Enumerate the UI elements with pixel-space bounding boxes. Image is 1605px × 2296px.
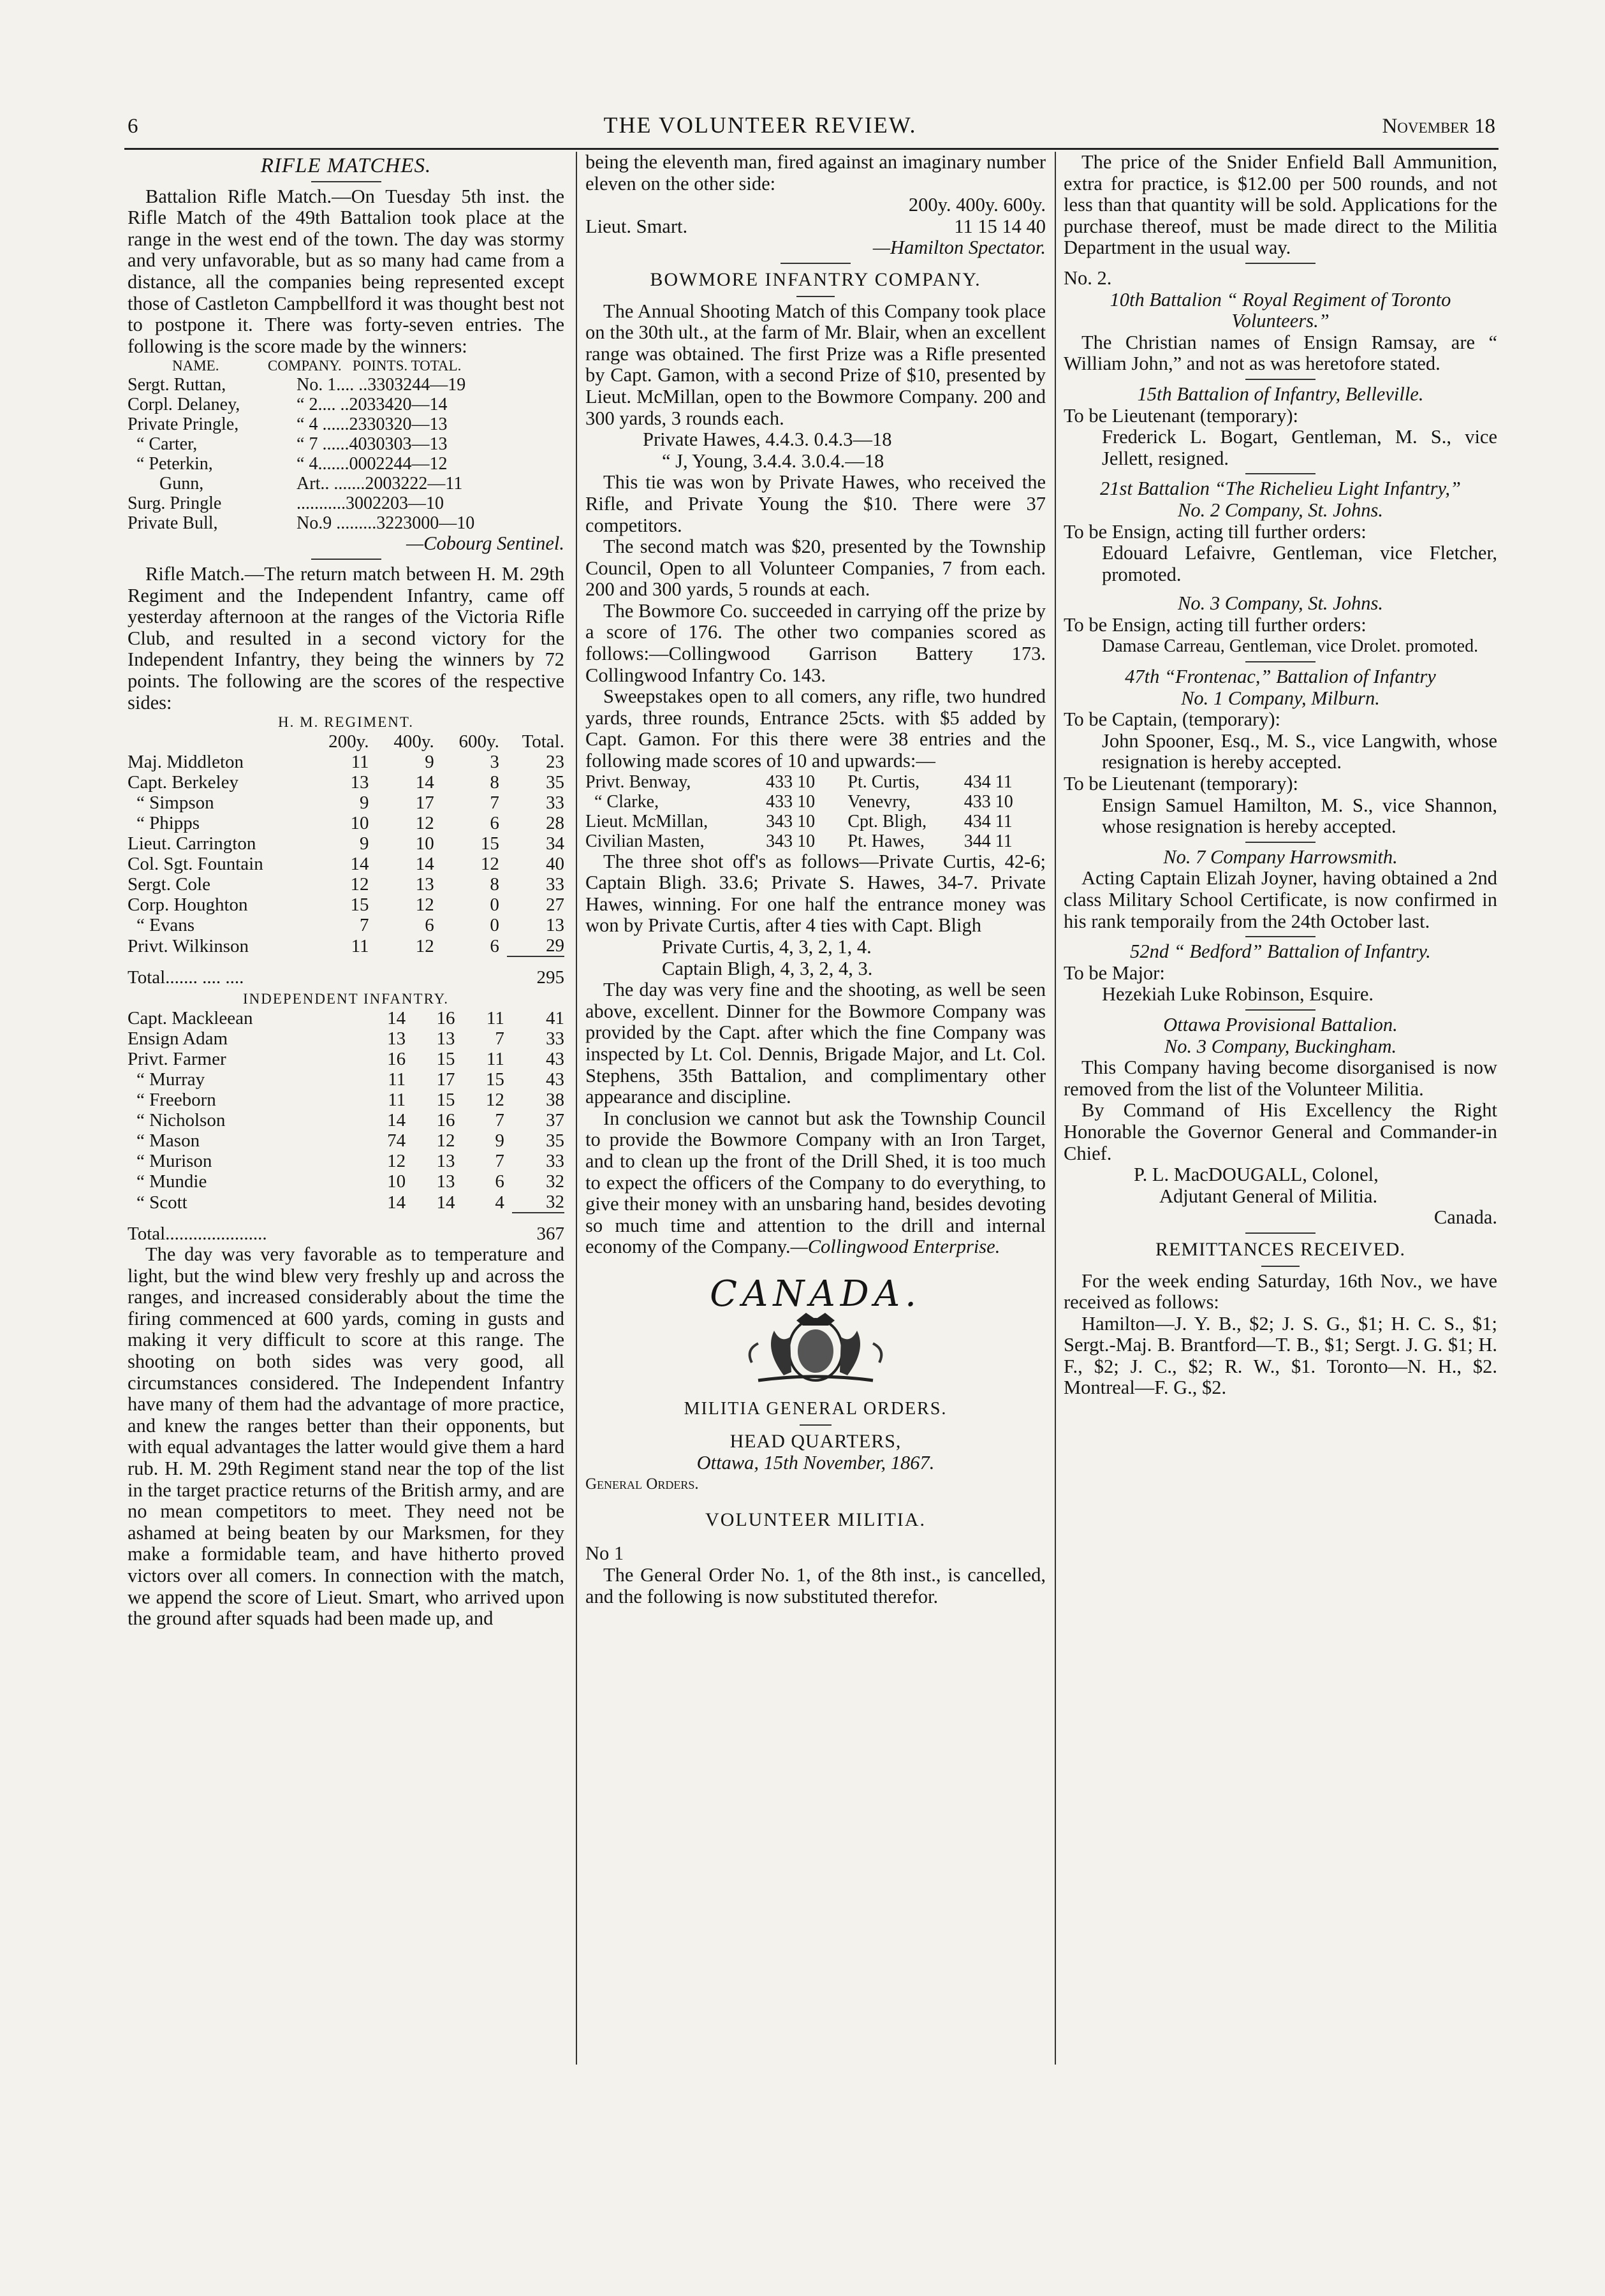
volunteer-militia-heading: VOLUNTEER MILITIA. xyxy=(705,1509,926,1530)
hm-score-cell: 9 xyxy=(425,752,434,773)
bowmore-paragraph-6: The three shot off's as follows—Private Curtis, 42-6; Captain Bligh. 33.6; Private S. Hawes, 34-7. Private Hawes, winning. For one half the entrance money was won by Private Curtis, after 4 ties with Capt. Bligh xyxy=(585,850,1046,937)
table-row xyxy=(128,935,564,956)
bowmore-paragraph-5: Sweepstakes open to all comers, any rifle, two hundred yards, three rounds, Entrance 25cts. with $5 added by Capt. Gamon. For this there were 38 entries and the following made scores of 10 and upwards:— xyxy=(585,685,1046,772)
ind-score-cell: 38 xyxy=(546,1090,564,1111)
ind-score-cell: “ Mundie xyxy=(136,1171,207,1192)
hm-score-cell: 35 xyxy=(546,772,564,793)
battalion-21-line-2: Edouard Lefaivre, Gentleman, vice Fletcher, promoted. xyxy=(1102,542,1497,585)
ind-score-cell: “ Mason xyxy=(136,1130,200,1152)
page-date: November 18 xyxy=(1382,115,1495,138)
militia-orders-heading: MILITIA GENERAL ORDERS. xyxy=(684,1398,948,1419)
ind-score-cell: 14 xyxy=(387,1008,406,1029)
table-row xyxy=(128,915,564,935)
table-row xyxy=(128,895,564,915)
table-row xyxy=(585,792,1046,812)
battalion-21-sub: No. 2 Company, St. Johns. xyxy=(1178,499,1383,521)
ind-score-cell: 74 xyxy=(387,1130,406,1152)
ind-score-cell: 16 xyxy=(387,1049,406,1070)
ind-score-cell: Capt. Mackleean xyxy=(128,1008,253,1029)
ind-score-cell: 43 xyxy=(546,1069,564,1090)
hm-score-cell: 6 xyxy=(490,936,499,957)
ind-score-cell: 11 xyxy=(486,1049,504,1070)
hm-score-cell: 7 xyxy=(360,915,369,936)
ind-score-cell: “ Freeborn xyxy=(136,1090,216,1111)
tie-line-2: “ J, Young, 3.4.4. 3.0.4.—18 xyxy=(662,450,884,472)
table-row xyxy=(585,812,1046,831)
ottawa-text: This Company having become disorganised is now removed from the list of the Volunteer Militia. xyxy=(1064,1057,1497,1100)
table-row xyxy=(128,752,564,772)
ind-score-cell: 15 xyxy=(436,1049,455,1070)
ind-score-cell: 15 xyxy=(436,1090,455,1111)
sweepstakes-cell: Cpt. Bligh, xyxy=(847,811,927,831)
hm-score-cell: 12 xyxy=(415,936,434,957)
hm-score-cell: 0 xyxy=(490,895,499,916)
sweepstakes-cell: 433 10 xyxy=(964,791,1013,812)
page-number: 6 xyxy=(128,115,138,138)
hm-score-cell: 14 xyxy=(415,854,434,875)
hm-score-cell: 13 xyxy=(546,915,564,936)
sweepstakes-cell: 343 10 xyxy=(766,811,816,831)
ind-score-cell: 13 xyxy=(436,1028,455,1049)
hm-score-cell: 9 xyxy=(360,833,369,854)
battalion-21-sub-2: No. 3 Company, St. Johns. xyxy=(1178,592,1383,615)
ind-score-cell: 32 xyxy=(546,1192,564,1213)
table-row xyxy=(128,1090,564,1110)
hm-score-cell: “ Simpson xyxy=(136,793,214,814)
ind-score-cell: 35 xyxy=(546,1130,564,1152)
ind-total-row: Total...................... 367 xyxy=(128,1213,564,1244)
hm-total-row: Total....... .... .... 295 xyxy=(128,956,564,988)
hm-score-cell: 12 xyxy=(415,895,434,916)
ind-score-cell: 12 xyxy=(387,1151,406,1172)
hm-score-cell: 6 xyxy=(490,813,499,834)
hm-score-cell: 14 xyxy=(415,772,434,793)
sweepstakes-cell: 433 10 xyxy=(766,791,816,812)
table-row: “ Peterkin, “ 4.......0002244—12 xyxy=(136,454,448,474)
hm-score-cell: 10 xyxy=(350,813,369,834)
battalion-47-line-1: To be Captain, (temporary): xyxy=(1064,708,1281,731)
ind-score-cell: 16 xyxy=(436,1110,455,1131)
command-text: By Command of His Excellency the Right Honorable the Governor General and Commander-in Chief. xyxy=(1064,1099,1497,1164)
order-1-text: The General Order No. 1, of the 8th inst., is cancelled, and the following is now substituted therefor. xyxy=(585,1564,1046,1607)
ind-score-cell: 11 xyxy=(486,1008,504,1029)
battalion-21-line-4: Damase Carreau, Gentleman, vice Drolet. promoted. xyxy=(1102,636,1479,657)
battalion-52-line-1: To be Major: xyxy=(1064,962,1165,984)
hm-score-cell: 17 xyxy=(415,793,434,814)
battalion-15-line-1: To be Lieutenant (temporary): xyxy=(1064,404,1298,427)
sweepstakes-cell: Venevry, xyxy=(847,791,911,812)
sweepstakes-cell: “ Clarke, xyxy=(594,791,659,812)
table-row xyxy=(128,874,564,895)
newspaper-title: THE VOLUNTEER REVIEW. xyxy=(603,112,917,138)
battalion-47-line-2: John Spooner, Esq., M. S., vice Langwith, whose resignation is hereby accepted. xyxy=(1102,729,1497,773)
ind-score-cell: 33 xyxy=(546,1151,564,1172)
table-row: Surg. Pringle ...........3002203—10 xyxy=(128,494,444,514)
divider xyxy=(781,263,851,264)
ind-score-cell: “ Murison xyxy=(136,1151,212,1172)
match-report-text: The day was very favorable as to temperature and light, but the wind blew very freshly up and across the ranges, and increased considerably about the time the firing commenced at 600 yards, coming in gusts and making it very difficult to score at this range. The shooting on both sides was very good, all circumstances considered. The Independent Infantry have many of them had the advantage of more practice, and knew the ranges better than their opponents, but with equal advantages the latter would give them a hard rub. H. M. 29th Regiment stand near the top of the list in the target practice returns of the British army, and are no mean competitors to meet. They need not be ashamed at being beaten by our Marksmen, for they make a formidable team, and have hitherto proved victors over all comers. In connection with the match, we append the score of Lieut. Smart, who arrived upon the ground after squads had been made up, and xyxy=(128,1243,564,1630)
hm-score-cell: 40 xyxy=(546,854,564,875)
independent-infantry-title: INDEPENDENT INFANTRY. xyxy=(242,991,450,1007)
column-1 xyxy=(128,152,564,1630)
table-row xyxy=(128,793,564,813)
divider xyxy=(1245,263,1316,264)
remittances-list: Hamilton—J. Y. B., $2; J. S. G., $1; H. C. S., $1; Sergt.-Maj. B. Brantford—T. B., $1; Sergt. J. G. $1; H. F., $2; J. C., $2; R. W., $1. Toronto—N. H., $2. Montreal—F. G., $2. xyxy=(1064,1312,1497,1399)
sweepstakes-cell: 434 11 xyxy=(964,811,1013,831)
ind-score-cell: 7 xyxy=(495,1151,504,1172)
table-row xyxy=(128,854,564,874)
battalion-47-text-2: Acting Captain Elizah Joyner, having obtained a 2nd class Military School Certificate, is now confirmed in his rank temporaily from the 24th October last. xyxy=(1064,867,1497,932)
independent-infantry-table xyxy=(128,1008,564,1244)
ind-score-cell: 43 xyxy=(546,1049,564,1070)
rifle-matches-heading: RIFLE MATCHES. xyxy=(260,154,432,177)
battalion-47-sub: No. 1 Company, Milburn. xyxy=(1181,687,1380,709)
hm-score-cell: 13 xyxy=(415,874,434,895)
hm-score-cell: 34 xyxy=(546,833,564,854)
ind-score-cell: 4 xyxy=(495,1192,504,1213)
table-row xyxy=(128,1171,564,1192)
battalion-47-line-4: Ensign Samuel Hamilton, M. S., vice Shannon, whose resignation is hereby accepted. xyxy=(1102,794,1497,838)
sweepstakes-cell: Privt. Benway, xyxy=(585,771,691,792)
table-row: Private Bull, No.9 .........3223000—10 xyxy=(128,513,475,534)
ind-score-cell: Privt. Farmer xyxy=(128,1049,226,1070)
battalion-15-line-2: Frederick L. Bogart, Gentleman, M. S., vice Jellett, resigned. xyxy=(1102,426,1497,469)
ind-score-cell: 12 xyxy=(436,1130,455,1152)
header-rule xyxy=(124,148,1499,150)
ind-score-cell: 12 xyxy=(485,1090,504,1111)
remittances-heading: REMITTANCES RECEIVED. xyxy=(1155,1238,1405,1260)
ind-score-cell: 13 xyxy=(436,1171,455,1192)
battalion-15-heading: 15th Battalion of Infantry, Belleville. xyxy=(1137,383,1424,405)
smart-ranges: 200y. 400y. 600y. xyxy=(908,194,1046,216)
ind-score-cell: Ensign Adam xyxy=(128,1028,228,1049)
sweepstakes-cell: 433 10 xyxy=(766,771,816,792)
battalion-47-heading: 47th “Frontenac,” Battalion of Infantry xyxy=(1125,666,1436,688)
ind-score-cell: 7 xyxy=(495,1110,504,1131)
return-match-text: Rifle Match.—The return match between H. M. 29th Regiment and the Independent Infantry, came off yesterday afternoon at the ranges of the Victoria Rifle Club, and resulted in a second victory for the Independent Infantry, they being the winners by 72 points. The following are the scores of the respective sides: xyxy=(128,562,564,713)
battalion-21-heading: 21st Battalion “The Richelieu Light Infantry,” xyxy=(1100,478,1461,500)
battalion-10-heading: 10th Battalion “ Royal Regiment of Toronto Volunteers.” xyxy=(1110,288,1451,332)
divider xyxy=(1245,473,1316,474)
table-row: “ Carter, “ 7 ......4030303—13 xyxy=(136,434,448,455)
battalion-21-line-3: To be Ensign, acting till further orders: xyxy=(1064,613,1367,636)
table-row xyxy=(128,1130,564,1151)
hm-score-cell: 27 xyxy=(546,895,564,916)
ind-score-cell: 17 xyxy=(436,1069,455,1090)
ind-score-cell: 9 xyxy=(495,1130,504,1152)
ind-score-cell: 6 xyxy=(495,1171,504,1192)
page-header xyxy=(128,112,1495,143)
battalion-47-line-3: To be Lieutenant (temporary): xyxy=(1064,773,1298,795)
divider xyxy=(1245,936,1316,937)
table-row: Private Pringle, “ 4 ......2330320—13 xyxy=(128,414,448,435)
hm-score-cell: 15 xyxy=(350,895,369,916)
hm-score-cell: 8 xyxy=(490,772,499,793)
table-row xyxy=(128,1069,564,1090)
table-row: Sergt. Ruttan, No. 1.... ..3303244—19 xyxy=(128,375,466,395)
sweepstakes-cell: 343 10 xyxy=(766,831,816,851)
snider-ammunition-text: The price of the Snider Enfield Ball Ammunition, extra for practice, is $12.00 per 500 rounds, and not less than that quantity will be sold. Applications for the purchase thereof, must be made direct to the Militia Department in the usual way. xyxy=(1064,151,1497,259)
column-3 xyxy=(1064,152,1497,1399)
ind-score-cell: 13 xyxy=(436,1151,455,1172)
hm-score-cell: Privt. Wilkinson xyxy=(128,936,249,957)
hm-score-cell: “ Evans xyxy=(136,915,194,936)
table-row xyxy=(128,813,564,833)
divider xyxy=(1245,661,1316,662)
battalion-match-text: Battalion Rifle Match.—On Tuesday 5th inst. the Rifle Match of the 49th Battalion took place at the range in the west end of the town. The day was stormy and very unfavorable, but as so many had came from a distance, all the companies being represented except those of Castleton Campbellford it was thought best not to postpone it. There was forty-seven entries. The following is the score made by the winners: xyxy=(128,185,564,357)
sweepstakes-cell: 434 11 xyxy=(964,771,1013,792)
signature-place: Canada. xyxy=(1433,1206,1497,1229)
battalion-52-line-2: Hezekiah Luke Robinson, Esquire. xyxy=(1102,983,1374,1005)
ind-score-cell: 11 xyxy=(388,1090,406,1111)
sweepstakes-cell: Pt. Hawes, xyxy=(847,831,925,851)
hm-score-cell: 6 xyxy=(425,915,434,936)
head-quarters: HEAD QUARTERS, xyxy=(729,1431,902,1452)
hm-score-cell: 12 xyxy=(415,813,434,834)
ind-score-cell: 32 xyxy=(546,1171,564,1192)
ind-score-cell: 15 xyxy=(485,1069,504,1090)
hm-score-cell: Capt. Berkeley xyxy=(128,772,238,793)
hm-score-cell: 15 xyxy=(480,833,499,854)
ind-score-cell: 37 xyxy=(546,1110,564,1131)
canada-heading: CANADA. xyxy=(710,1273,921,1315)
battalion-47-sub-2: No. 7 Company Harrowsmith. xyxy=(1163,845,1398,868)
hm-score-cell: 11 xyxy=(351,752,369,773)
sweepstakes-cell: Civilian Masten, xyxy=(585,831,705,851)
table-row xyxy=(128,772,564,793)
battalion-52-heading: 52nd “ Bedford” Battalion of Infantry. xyxy=(1130,940,1431,963)
hm-score-cell: “ Phipps xyxy=(136,813,200,834)
hm-score-cell: Lieut. Carrington xyxy=(128,833,256,854)
score-header-company: COMPANY. POINTS. TOTAL. xyxy=(267,358,462,374)
hm-regiment-table xyxy=(128,731,564,988)
order-number-1: No 1 xyxy=(585,1542,624,1565)
table-row xyxy=(128,1049,564,1069)
bowmore-paragraph-4: The Bowmore Co. succeeded in carrying off the prize by a score of 176. The other two companies scored as follows:—Collingwood Garrison Battery 173. Collingwood Infantry Co. 143. xyxy=(585,599,1046,686)
battalion-10-text: The Christian names of Ensign Ramsay, are “ William John,” and not as was heretofore stated. xyxy=(1064,331,1497,375)
bowmore-paragraph-7: The day was very fine and the shooting, as well be seen above, excellent. Dinner for the Bowmore Company was provided by the Capt. after which the fine Company was inspected by Lt. Col. Dennis, Brigade Major, and Lt. Col. Stephens, 35th Battalion, and complimentary other appearance and discipline. xyxy=(585,979,1046,1108)
hm-score-cell: 29 xyxy=(546,935,564,956)
column-divider-2 xyxy=(1055,152,1056,2065)
hm-score-cell: 28 xyxy=(546,813,564,834)
divider xyxy=(796,296,835,297)
carryover-text: being the eleventh man, fired against an imaginary number eleven on the other side: xyxy=(585,151,1046,194)
hm-score-cell: 12 xyxy=(350,874,369,895)
ind-score-cell: “ Murray xyxy=(136,1069,205,1090)
remittances-intro: For the week ending Saturday, 16th Nov., we have received as follows: xyxy=(1064,1269,1497,1313)
ind-score-cell: 10 xyxy=(387,1171,406,1192)
divider xyxy=(1245,1232,1316,1234)
hm-score-cell: 33 xyxy=(546,793,564,814)
hm-score-cell: Maj. Middleton xyxy=(128,752,244,773)
ind-score-cell: “ Scott xyxy=(136,1192,187,1213)
table-row xyxy=(128,833,564,854)
smart-score-row: Lieut. Smart. 11 15 14 40 xyxy=(585,215,1046,237)
hamilton-source: —Hamilton Spectator. xyxy=(872,237,1046,259)
divider xyxy=(1245,1009,1316,1011)
table-row xyxy=(128,1008,564,1028)
order-number-2: No. 2. xyxy=(1064,267,1112,289)
royal-crest-icon xyxy=(585,1312,1046,1388)
hm-score-cell: 33 xyxy=(546,874,564,895)
ind-score-cell: 14 xyxy=(436,1192,455,1213)
hm-score-cell: 7 xyxy=(490,793,499,814)
sweepstakes-table xyxy=(585,772,1046,851)
table-row: Gunn, Art.. .......2003222—11 xyxy=(159,474,463,494)
ind-score-cell: 14 xyxy=(387,1110,406,1131)
general-orders-label: General Orders. xyxy=(585,1475,699,1493)
signature-title: Adjutant General of Militia. xyxy=(1159,1185,1378,1207)
hm-score-cell: 12 xyxy=(480,854,499,875)
ottawa-heading: Ottawa Provisional Battalion. xyxy=(1163,1013,1398,1035)
divider xyxy=(1261,1266,1300,1267)
tie2-line-2: Captain Bligh, 4, 3, 2, 4, 3. xyxy=(662,957,873,979)
range-header-row: 200y. 400y. 600y. Total. xyxy=(328,731,564,752)
signature-name: P. L. MacDOUGALL, Colonel, xyxy=(1134,1164,1379,1186)
divider xyxy=(311,559,381,560)
ind-score-cell: “ Nicholson xyxy=(136,1110,226,1131)
ottawa-sub: No. 3 Company, Buckingham. xyxy=(1164,1035,1397,1057)
hm-score-cell: 11 xyxy=(351,936,369,957)
hm-score-cell: Sergt. Cole xyxy=(128,874,210,895)
divider xyxy=(800,1424,832,1426)
hm-regiment-title: H. M. REGIMENT. xyxy=(278,714,414,731)
hm-score-cell: 9 xyxy=(360,793,369,814)
hm-score-cell: 3 xyxy=(490,752,499,773)
divider xyxy=(311,181,381,182)
hm-score-cell: 10 xyxy=(415,833,434,854)
divider xyxy=(1245,842,1316,843)
ind-score-cell: 11 xyxy=(388,1069,406,1090)
table-row xyxy=(128,1151,564,1171)
bowmore-paragraph-8: In conclusion we cannot but ask the Township Council to provide the Bowmore Company with an Iron Target, and to clean up the front of the Drill Shed, it is too much to expect the officers of the Company to do everything, to give their money with an unsbaring hand, besides devoting so much time and attention to the drill and internal economy of the Company.—Collingwood Enterprise. xyxy=(585,1107,1046,1258)
ind-score-cell: 14 xyxy=(387,1192,406,1213)
hm-score-cell: 13 xyxy=(350,772,369,793)
ind-score-cell: 7 xyxy=(495,1028,504,1049)
winners-score-table xyxy=(128,357,564,375)
ind-score-cell: 33 xyxy=(546,1028,564,1049)
hm-score-cell: 0 xyxy=(490,915,499,936)
score-header-name: NAME. xyxy=(172,358,219,374)
battalion-21-line-1: To be Ensign, acting till further orders: xyxy=(1064,520,1367,543)
table-row xyxy=(128,1110,564,1130)
sweepstakes-cell: Lieut. McMillan, xyxy=(585,811,708,831)
sweepstakes-cell: 344 11 xyxy=(964,831,1013,851)
bowmore-paragraph-3: The second match was $20, presented by the Township Council, Open to all Volunteer Companies, 7 from each. 200 and 300 yards, 5 rounds at each. xyxy=(585,536,1046,601)
divider xyxy=(1245,379,1316,380)
bowmore-heading: BOWMORE INFANTRY COMPANY. xyxy=(650,268,981,290)
tie2-line-1: Private Curtis, 4, 3, 2, 1, 4. xyxy=(662,936,872,958)
ind-score-cell: 16 xyxy=(436,1008,455,1029)
hm-score-cell: Corp. Houghton xyxy=(128,895,248,916)
column-divider-1 xyxy=(576,152,577,2065)
hm-score-cell: 14 xyxy=(350,854,369,875)
table-row xyxy=(128,1192,564,1213)
hm-score-cell: Col. Sgt. Fountain xyxy=(128,854,263,875)
sweepstakes-cell: Pt. Curtis, xyxy=(847,771,920,792)
hm-score-cell: 23 xyxy=(546,752,564,773)
cobourg-source: —Cobourg Sentinel. xyxy=(406,532,564,555)
table-row xyxy=(128,1028,564,1049)
table-row xyxy=(585,772,1046,792)
hm-score-cell: 8 xyxy=(490,874,499,895)
bowmore-paragraph-1: The Annual Shooting Match of this Company took place on the 30th ult., at the farm of Mr. Blair, when an excellent range was obtained. The first Prize was a Rifle presented by Capt. Gamon, with a second Prize of $10, presented by Lieut. McMillan, open to the Bowmore Company. 200 and 300 yards, 3 rounds each. xyxy=(585,300,1046,429)
bowmore-paragraph-2: This tie was won by Private Hawes, who received the Rifle, and Private Young the $10. There were 37 competitors. xyxy=(585,471,1046,536)
hq-date: Ottawa, 15th November, 1867. xyxy=(696,1451,935,1473)
table-row xyxy=(585,831,1046,851)
tie-line-1: Private Hawes, 4.4.3. 0.4.3—18 xyxy=(643,428,892,451)
ind-score-cell: 13 xyxy=(387,1028,406,1049)
table-row: Corpl. Delaney, “ 2.... ..2033420—14 xyxy=(128,395,448,415)
ind-score-cell: 41 xyxy=(546,1008,564,1029)
column-2 xyxy=(585,152,1046,1607)
winners-score-rows xyxy=(128,375,564,533)
